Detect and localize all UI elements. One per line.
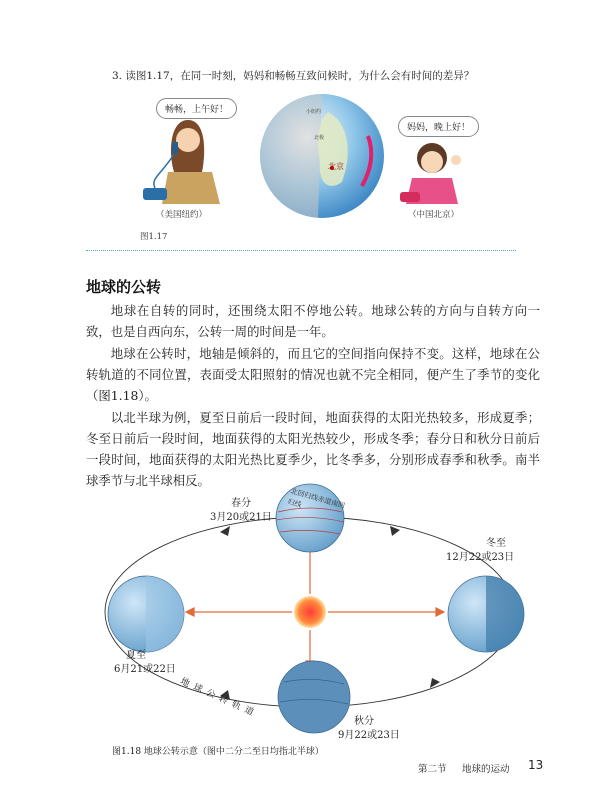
globe-illustration — [258, 92, 386, 220]
footer-title: 地球的运动 — [462, 764, 510, 775]
label-winter-date: 12月22或23日 — [446, 552, 515, 563]
right-caption: （中国北京） — [408, 210, 460, 220]
label-summer: 夏至 — [126, 650, 146, 661]
section-divider — [86, 250, 516, 251]
left-caption: （美国纽约） — [156, 210, 208, 220]
earth-winter — [448, 576, 524, 652]
globe-label-beijing: 北京 — [328, 162, 344, 171]
label-winter: 冬至 — [486, 538, 506, 549]
globe-label-a: 小纽约 — [306, 109, 322, 115]
right-speech-bubble: 妈妈，晚上好！ — [398, 116, 479, 137]
earth-summer — [108, 576, 184, 652]
section-title: 地球的公转 — [86, 278, 162, 296]
sun — [294, 596, 326, 628]
figure-1-17-label: 图1.17 — [140, 232, 168, 242]
label-autumn: 秋分 — [354, 716, 374, 727]
footer-section: 第二节 — [418, 764, 447, 775]
child-illustration — [396, 136, 476, 206]
mother-illustration — [140, 112, 240, 207]
paragraph-3: 以北半球为例，夏至日前后一段时间，地面获得的太阳光热较多，形成夏季；冬至日前后一段时间，地面获得的太阳光热较少，形成冬季；春分日和秋分日前后一段时间，地面获得的太阳光热比夏季少，比冬季多，分别形成春季和秋季。南半球季节与北半球相反。 — [86, 410, 540, 488]
paragraph-2: 地球在公转时，地轴是倾斜的，而且它的空间指向保持不变。这样，地球在公转轨道的不同位置，表面受太阳照射的情况也就不完全相同，便产生了季节的变化（图1.18）。 — [86, 346, 540, 403]
earth-autumn — [278, 661, 350, 733]
page-number: 13 — [528, 758, 544, 772]
globe-text: 北回归线赤道南回归线 — [286, 487, 346, 511]
globe-label-b: 北极 — [314, 135, 325, 141]
left-speech-bubble: 畅畅，上午好！ — [156, 98, 237, 119]
earth-orbit-diagram — [100, 482, 540, 750]
label-summer-date: 6月21或22日 — [114, 664, 176, 675]
figure-1-18-caption: 图1.18 地球公转示意（图中二分二至日均指北半球） — [112, 747, 324, 757]
label-spring: 春分 — [231, 498, 251, 509]
question-text: 3. 读图1.17，在同一时刻，妈妈和畅畅互致问候时，为什么会有时间的差异？ — [112, 70, 475, 82]
paragraph-1: 地球在自转的同时，还围绕太阳不停地公转。地球公转的方向与自转方向一致，也是自西向东，公转一周的时间是一年。 — [86, 303, 540, 339]
label-autumn-date: 9月22或23日 — [338, 730, 400, 741]
label-orbit: 地球公转轨道 — [178, 676, 260, 721]
label-spring-date: 3月20或21日 — [210, 512, 272, 523]
